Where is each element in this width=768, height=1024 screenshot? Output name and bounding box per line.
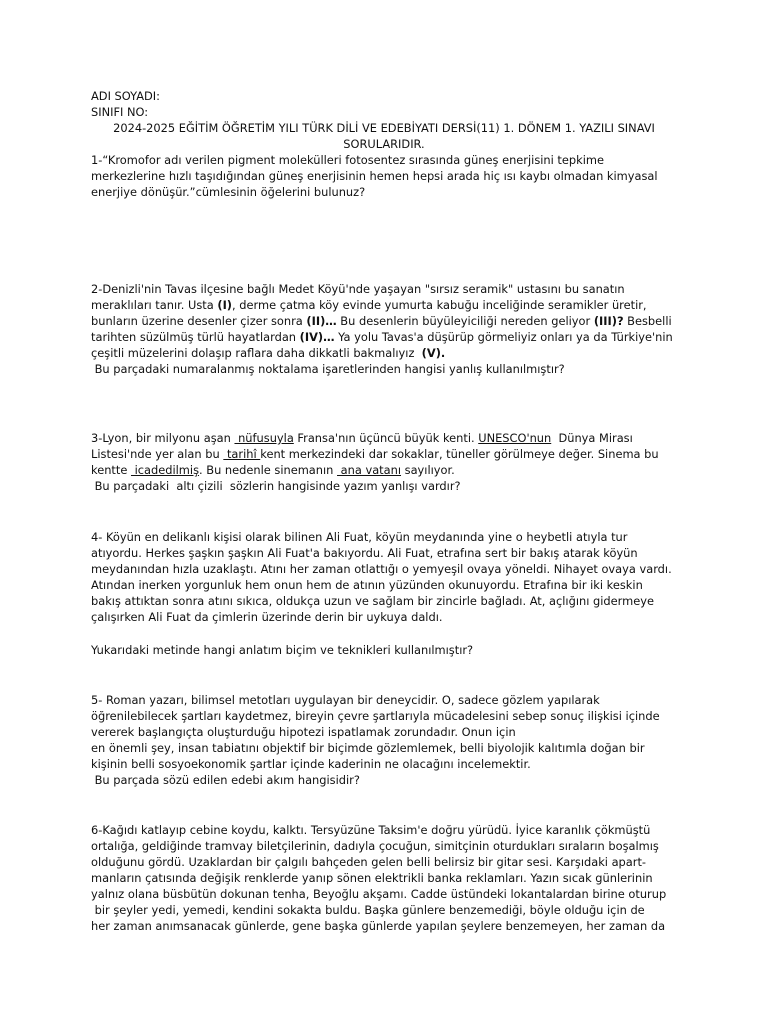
question-2-line	[91, 345, 445, 361]
question-2-line: 2-Denizli'nin Tavas ilçesine bağlı Medet Köyü'nde yaşayan "sırsız seramik" ustasını bu sanatın	[91, 282, 625, 296]
question-4-line: meydanından hızla uzaklaştı. Atını her zaman otlattığı o yemyeşil ovaya yöneldi. Nihayet ovaya vardı.	[91, 562, 672, 576]
text-segment: meraklıları tanır. Usta	[91, 298, 218, 312]
marker-IV: (IV)…	[299, 330, 335, 344]
question-6-line: 6-Kağıdı katlayıp cebine koydu, kalktı. Tersyüzüne Taksim'e doğru yürüdü. İyice karanlık çökmüştü	[91, 823, 651, 837]
exam-title-line2: SORULARIDIR.	[343, 137, 425, 151]
question-5-line: vererek başlangıçta oluşturduğu hipotezi ispatlamak zorundadır. Onun için	[91, 725, 516, 739]
class-label: SINIFI NO:	[91, 105, 149, 119]
marker-III: (III)?	[593, 314, 624, 328]
question-6-line: olduğunu gördü. Uzaklardan bir çalgılı bahçeden gelen belli belirsiz bir gitar sesi. Karşıdaki apart-	[91, 855, 647, 869]
text-segment: kent merkezindeki dar sokaklar, tüneller görülmeye değer. Sinema bu	[260, 447, 659, 461]
question-1-line: enerjiye dönüşür.”cümlesinin öğelerini bulunuz?	[91, 185, 366, 199]
marker-II: (II)…	[306, 314, 337, 328]
text-segment: tarihten süzülmüş türlü hayatlardan	[91, 330, 300, 344]
question-6-line: ortalığa, geldiğinde tramvay biletçilerinin, dadıyla çocuğun, simitçinin oturdukları sıraların boşalmış	[91, 839, 659, 853]
question-5-line: öğrenilebilecek şartları kaydetmez, bireyin çevre şartlarıyla mücadelesini sebep sonuç ilişkisi içinde	[91, 709, 660, 723]
question-4-prompt: Yukarıdaki metinde hangi anlatım biçim ve teknikleri kullanılmıştır?	[91, 643, 474, 657]
question-6-line: bir şeyler yedi, yemedi, kendini sokakta buldu. Başka günlere benzemediği, böyle olduğu için de	[91, 903, 645, 917]
text-segment: Ya yolu Tavas'a düşürüp görmeliyiz onları ya da Türkiye'nin	[334, 330, 673, 344]
underlined-word: tarihî	[223, 447, 261, 461]
question-2-prompt: Bu parçadaki numaralanmış noktalama işaretlerinden hangisi yanlış kullanılmıştır?	[91, 362, 565, 376]
question-3-line	[91, 430, 633, 446]
question-4-line: bakış attıktan sonra atını sıkıca, oldukça uzun ve sağlam bir zincirle bağladı. At, açlığını gidermeye	[91, 594, 654, 608]
question-4-line: çalışırken Ali Fuat da çimlerin üzerinde derin bir uykuya daldı.	[91, 610, 443, 624]
text-segment: Dünya Mirası	[551, 431, 633, 445]
text-segment: Besbelli	[623, 314, 672, 328]
question-4-line: 4- Köyün en delikanlı kişisi olarak bilinen Ali Fuat, köyün meydanında yine o heybetli atıyla tur	[91, 530, 628, 544]
question-5-line: 5- Roman yazarı, bilimsel metotları uygulayan bir deneycidir. O, sadece gözlem yapılarak	[91, 693, 600, 707]
text-segment: çeşitli müzelerini dolaşıp raflara daha dikkatli bakmalıyız	[91, 346, 422, 360]
question-3-line	[91, 446, 659, 462]
question-2-line	[91, 297, 647, 313]
question-6-line: her zaman anımsanacak günlerde, gene başka günlerde yapılan şeylere benzemeyen, her zaman da	[91, 919, 666, 933]
marker-V: (V).	[421, 346, 446, 360]
question-3-line	[91, 462, 455, 478]
name-label: ADI SOYADI:	[91, 89, 160, 103]
exam-title: 2024-2025 EĞİTİM ÖĞRETİM YILI TÜRK DİLİ VE EDEBİYATI DERSİ(11) 1. DÖNEM 1. YAZILI SINAVI	[113, 121, 655, 135]
question-5-line: en önemli şey, insan tabiatını objektif bir biçimde gözlemlemek, belli biyolojik kalıtımla doğan bir	[91, 741, 645, 755]
question-1-line: 1-“Kromofor adı verilen pigment molekülleri fotosentez sırasında güneş enerjisini tepkime	[91, 153, 604, 167]
text-segment: Fransa'nın üçüncü büyük kenti.	[293, 431, 479, 445]
question-6-line: yalnız olana büsbütün dokunan tenha, Beyoğlu akşamı. Cadde üstündeki lokantalardan birine oturup	[91, 887, 667, 901]
text-segment: Listesi'nde yer alan bu	[91, 447, 224, 461]
underlined-word: icadedilmiş	[130, 463, 200, 477]
underlined-word: UNESCO'nun	[478, 431, 552, 445]
question-4-line: atıyordu. Herkes şaşkın şaşkın Ali Fuat'a bakıyordu. Ali Fuat, etrafına sert bir bakış atarak köyün	[91, 546, 638, 560]
question-2-line	[91, 313, 672, 329]
underlined-word: nüfusuyla	[234, 431, 294, 445]
text-segment: 3-Lyon, bir milyonu aşan	[91, 431, 235, 445]
question-6-line: manların çatısında değişik renklerde yanıp sönen elektrikli banka reklamları. Yazın sıcak günlerinin	[91, 871, 653, 885]
text-segment: sayılıyor.	[401, 463, 455, 477]
question-4-line: Atından inerken yorgunluk hem onun hem de atının yüzünden okunuyordu. Etrafına bir iki keskin	[91, 578, 643, 592]
text-segment: bunların üzerine desenler çizer sonra	[91, 314, 307, 328]
question-3-prompt: Bu parçadaki altı çizili sözlerin hangisinde yazım yanlışı vardır?	[91, 479, 461, 493]
question-5-prompt: Bu parçada sözü edilen edebi akım hangisidir?	[91, 773, 360, 787]
text-segment: kentte	[91, 463, 131, 477]
question-1-line: merkezlerine hızlı taşıdığından güneş enerjisinin hemen hepsi arada hiç ısı kaybı olmadan kimyasal	[91, 169, 658, 183]
text-segment: Bu desenlerin büyüleyiciliği nereden geliyor	[336, 314, 594, 328]
marker-I: (I)	[217, 298, 233, 312]
question-5-line: kişinin belli sosyoekonomik şartlar içinde kaderinin ne olacağını incelemektir.	[91, 757, 531, 771]
text-segment: , derme çatma köy evinde yumurta kabuğu inceliğinde seramikler üretir,	[232, 298, 647, 312]
question-2-line	[91, 329, 673, 345]
underlined-word: ana vatanı	[337, 463, 402, 477]
text-segment: . Bu nedenle sinemanın	[199, 463, 338, 477]
